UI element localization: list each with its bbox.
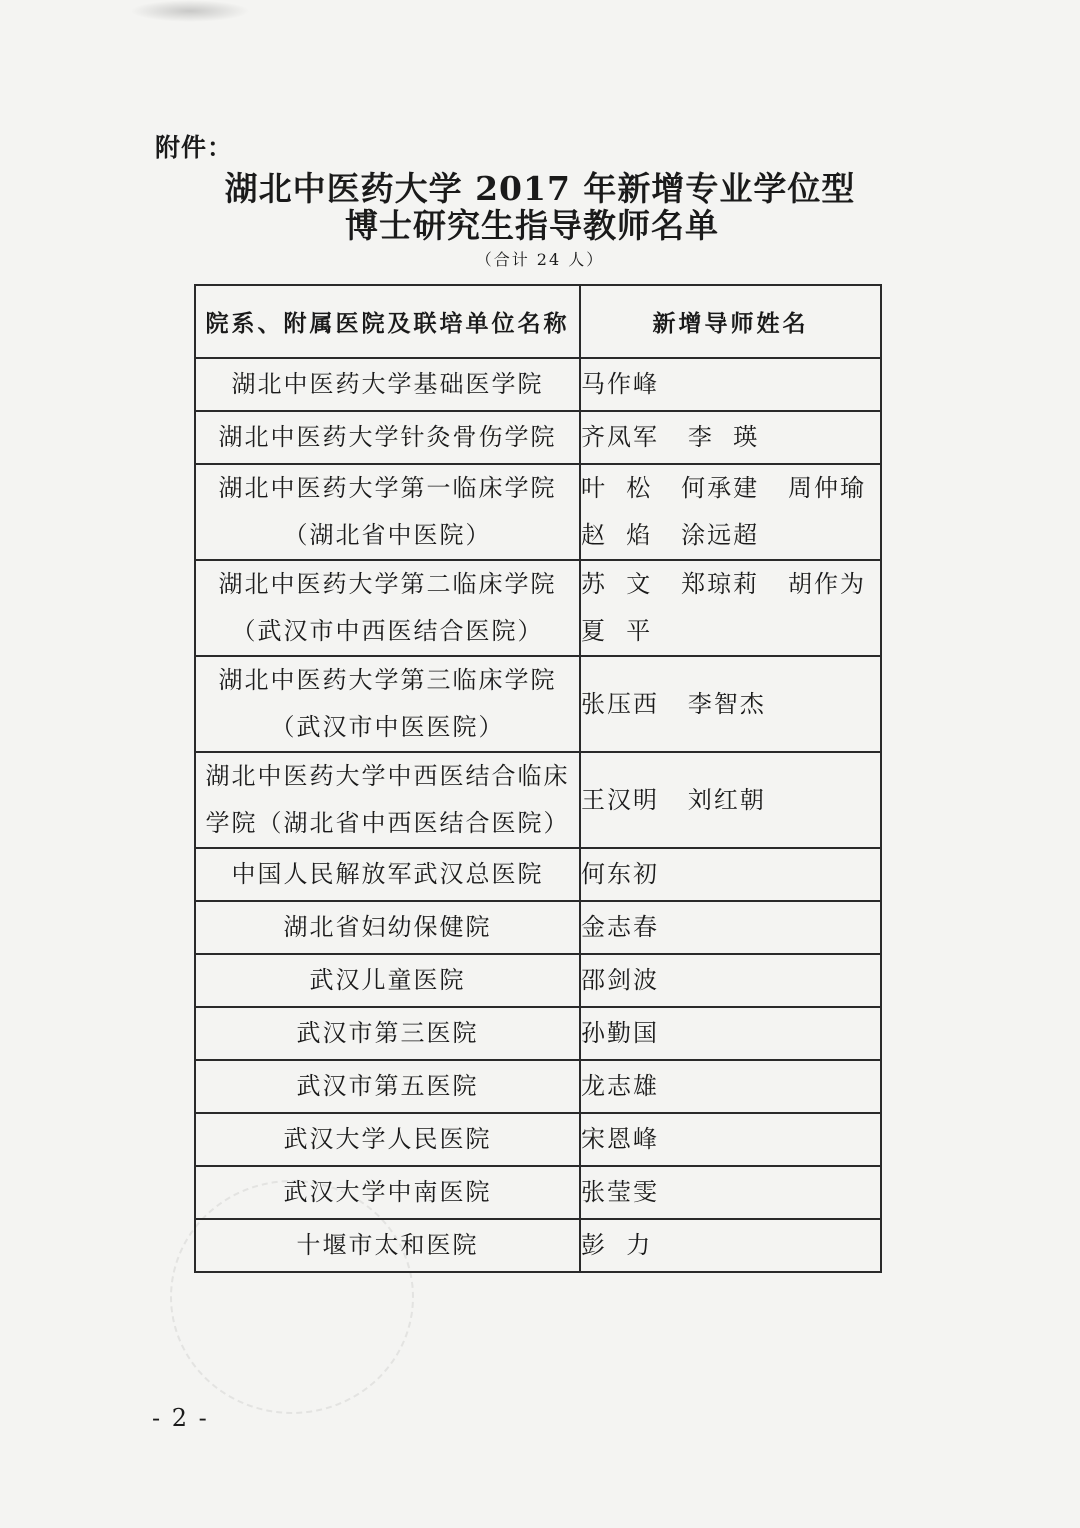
total-count: （合计 24 人） bbox=[475, 250, 605, 269]
unit-cell bbox=[195, 1007, 580, 1060]
supervisor-names-line: 宋恩峰 bbox=[581, 1125, 659, 1153]
unit-name-line: 中国人民解放军武汉总医院 bbox=[231, 860, 544, 888]
supervisor-names-line: 齐凤军 李 瑛 bbox=[581, 423, 760, 451]
unit-cell bbox=[195, 752, 580, 848]
unit-name-line: （武汉市中医医院） bbox=[270, 713, 505, 741]
unit-cell bbox=[195, 954, 580, 1007]
supervisor-names-cell bbox=[580, 901, 881, 954]
unit-cell bbox=[195, 1113, 580, 1166]
unit-name-line: 武汉市第五医院 bbox=[296, 1072, 479, 1100]
unit-cell bbox=[195, 411, 580, 464]
supervisor-names-line: 张莹雯 bbox=[581, 1178, 659, 1206]
table-row bbox=[195, 954, 881, 1007]
scan-shadow bbox=[130, 0, 250, 22]
supervisor-names-cell bbox=[580, 464, 881, 560]
unit-cell bbox=[195, 358, 580, 411]
table-row bbox=[195, 1060, 881, 1113]
supervisor-names-line: 马作峰 bbox=[581, 370, 659, 398]
supervisor-names-line: 邵剑波 bbox=[581, 966, 659, 994]
unit-name-line: 十堰市太和医院 bbox=[296, 1231, 479, 1259]
unit-cell bbox=[195, 1219, 580, 1272]
unit-name-line: 湖北中医药大学基础医学院 bbox=[231, 370, 544, 398]
unit-name-line: （武汉市中西医结合医院） bbox=[231, 617, 544, 645]
unit-name-line: 学院（湖北省中西医结合医院） bbox=[205, 809, 570, 837]
supervisor-names-line: 何东初 bbox=[581, 860, 659, 888]
unit-cell bbox=[195, 1166, 580, 1219]
supervisor-names-line: 张压西 李智杰 bbox=[581, 689, 766, 718]
supervisor-names-cell bbox=[580, 752, 881, 848]
supervisor-names-line: 赵 焰 涂远超 bbox=[581, 521, 760, 549]
attachment-label: 附件： bbox=[155, 133, 234, 162]
table-row bbox=[195, 901, 881, 954]
table-row bbox=[195, 656, 881, 752]
supervisor-names-line: 王汉明 刘红朝 bbox=[581, 785, 766, 814]
supervisor-names-cell bbox=[580, 954, 881, 1007]
supervisor-names-line: 孙勤国 bbox=[581, 1019, 659, 1047]
table-row bbox=[195, 1166, 881, 1219]
supervisor-table bbox=[194, 284, 882, 1273]
supervisor-names-line: 金志春 bbox=[581, 913, 659, 941]
header-unit: 院系、附属医院及联培单位名称 bbox=[195, 285, 580, 358]
table-body bbox=[195, 358, 881, 1272]
unit-name-line: 湖北中医药大学第二临床学院 bbox=[218, 570, 557, 598]
unit-name-line: 武汉大学人民医院 bbox=[283, 1125, 492, 1153]
unit-name-line: 湖北中医药大学第一临床学院 bbox=[218, 474, 557, 502]
supervisor-names-cell bbox=[580, 358, 881, 411]
table-row bbox=[195, 1007, 881, 1060]
supervisor-names-cell bbox=[580, 848, 881, 901]
supervisor-names-line: 夏 平 bbox=[581, 617, 653, 645]
unit-cell bbox=[195, 1060, 580, 1113]
supervisor-names-cell bbox=[580, 1060, 881, 1113]
supervisor-names-line: 苏 文 郑琼莉 胡作为 bbox=[581, 570, 867, 598]
table-row bbox=[195, 1113, 881, 1166]
header-names: 新增导师姓名 bbox=[580, 285, 881, 358]
table-row bbox=[195, 464, 881, 560]
unit-name-line: （湖北省中医院） bbox=[283, 521, 492, 549]
supervisor-names-cell bbox=[580, 411, 881, 464]
table-row bbox=[195, 1219, 881, 1272]
unit-cell bbox=[195, 848, 580, 901]
unit-cell bbox=[195, 560, 580, 656]
supervisor-names-cell bbox=[580, 1166, 881, 1219]
unit-name-line: 湖北中医药大学第三临床学院 bbox=[218, 666, 557, 694]
supervisor-names-line: 龙志雄 bbox=[581, 1072, 659, 1100]
unit-cell bbox=[195, 464, 580, 560]
table-row bbox=[195, 358, 881, 411]
table-header-row bbox=[195, 285, 881, 358]
unit-name-line: 湖北省妇幼保健院 bbox=[283, 913, 492, 941]
table-row bbox=[195, 752, 881, 848]
unit-cell bbox=[195, 901, 580, 954]
document-title-line-2: 博士研究生指导教师名单 bbox=[345, 206, 719, 245]
unit-name-line: 武汉儿童医院 bbox=[309, 966, 466, 994]
table-row bbox=[195, 411, 881, 464]
page-number: - 2 - bbox=[152, 1404, 209, 1432]
table-row bbox=[195, 848, 881, 901]
supervisor-names-cell bbox=[580, 1113, 881, 1166]
unit-name-line: 武汉大学中南医院 bbox=[283, 1178, 492, 1206]
unit-name-line: 武汉市第三医院 bbox=[296, 1019, 479, 1047]
supervisor-names-cell bbox=[580, 560, 881, 656]
unit-name-line: 湖北中医药大学针灸骨伤学院 bbox=[218, 423, 557, 451]
unit-cell bbox=[195, 656, 580, 752]
supervisor-names-cell bbox=[580, 656, 881, 752]
supervisor-names-line: 叶 松 何承建 周仲瑜 bbox=[581, 474, 867, 502]
supervisor-names-cell bbox=[580, 1219, 881, 1272]
unit-name-line: 湖北中医药大学中西医结合临床 bbox=[205, 762, 570, 790]
supervisor-names-line: 彭 力 bbox=[581, 1231, 653, 1259]
supervisor-names-cell bbox=[580, 1007, 881, 1060]
document-title-line-1: 湖北中医药大学 2017 年新增专业学位型 bbox=[224, 169, 856, 208]
table-row bbox=[195, 560, 881, 656]
